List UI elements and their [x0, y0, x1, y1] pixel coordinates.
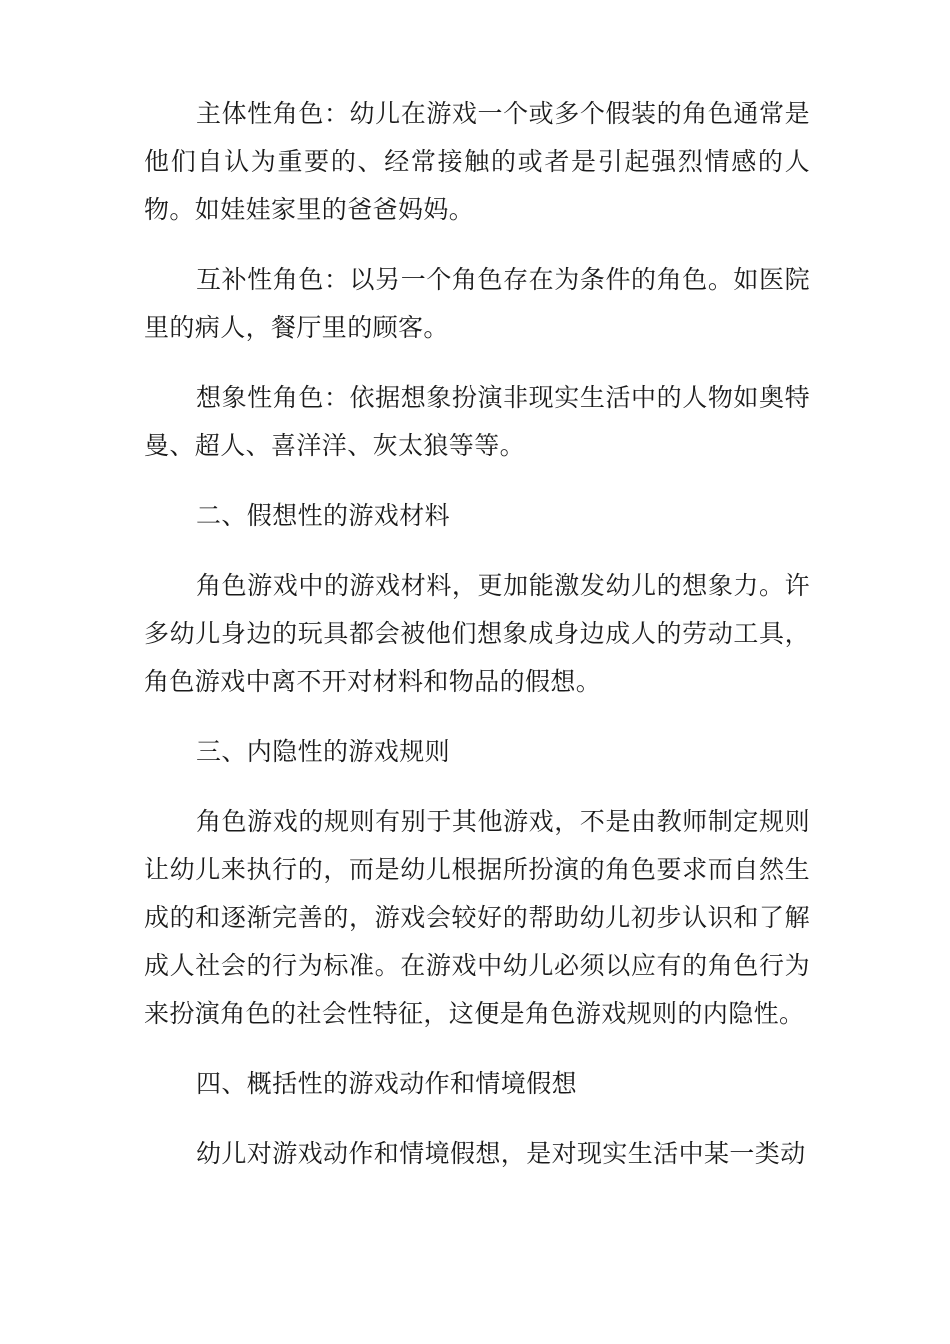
- paragraph-actions: 幼儿对游戏动作和情境假想，是对现实生活中某一类动: [196, 1139, 806, 1168]
- paragraph-materials: 角色游戏中的游戏材料，更加能激发幼儿的想象力。许多幼儿身边的玩具都会被他们想象成身边成人的劳动工具，角色游戏中离不开对材料和物品的假想。: [144, 571, 810, 696]
- paragraph-subject-role: 主体性角色：幼儿在游戏一个或多个假装的角色通常是他们自认为重要的、经常接触的或者是引起强烈情感的人物。如娃娃家里的爸爸妈妈。: [144, 99, 810, 224]
- paragraph-imaginary-role: 想象性角色：依据想象扮演非现实生活中的人物如奥特曼、超人、喜洋洋、灰太狼等等。: [144, 383, 810, 460]
- section-heading-3: 三、内隐性的游戏规则: [196, 737, 451, 766]
- paragraph-complementary-role: 互补性角色：以另一个角色存在为条件的角色。如医院里的病人，餐厅里的顾客。: [144, 265, 810, 342]
- section-heading-4: 四、概括性的游戏动作和情境假想: [196, 1069, 578, 1098]
- document-body: [144, 90, 810, 1200]
- paragraph-rules: 角色游戏的规则有别于其他游戏，不是由教师制定规则让幼儿来执行的，而是幼儿根据所扮演的角色要求而自然生成的和逐渐完善的，游戏会较好的帮助幼儿初步认识和了解成人社会的行为标准。在游戏中幼儿必须以应有的角色行为来扮演角色的社会性特征，这便是角色游戏规则的内隐性。: [144, 807, 810, 1028]
- section-heading-2: 二、假想性的游戏材料: [196, 501, 451, 530]
